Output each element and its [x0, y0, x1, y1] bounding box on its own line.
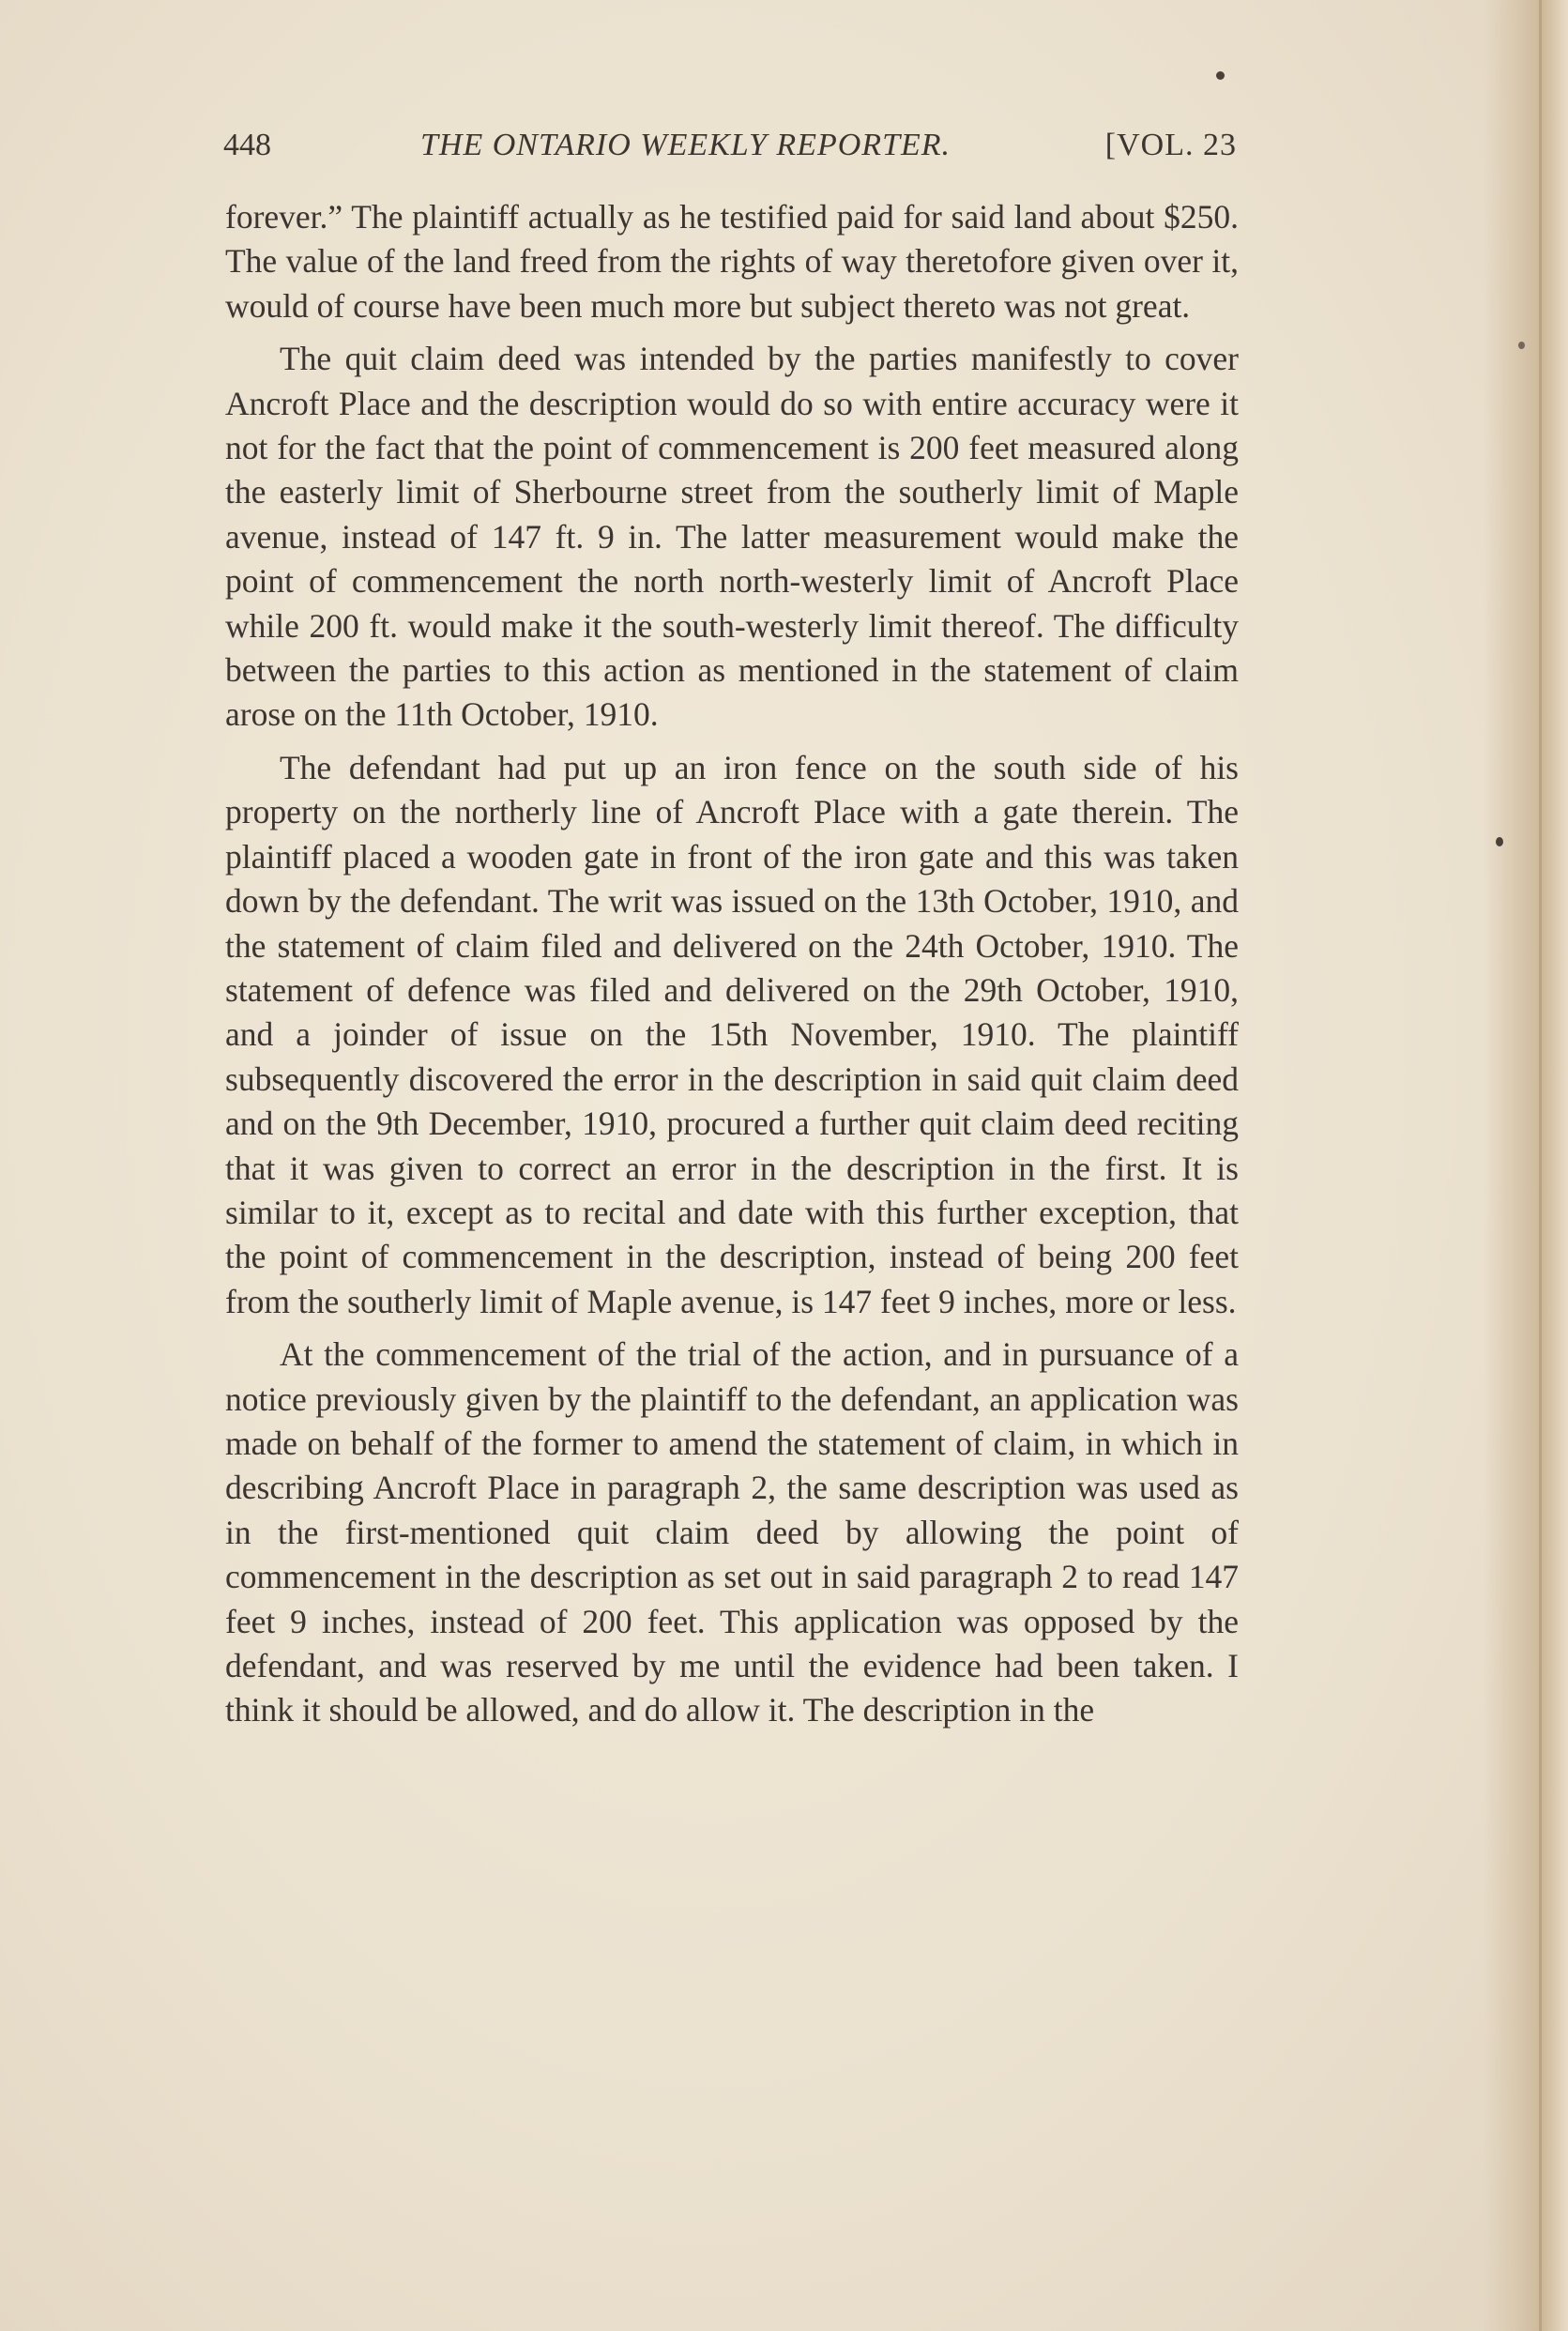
- volume-label: [VOL. 23: [1104, 128, 1237, 162]
- ink-speck: [1216, 71, 1225, 80]
- running-title: THE ONTARIO WEEKLY REPORTER.: [420, 128, 951, 162]
- ink-speck: [1496, 837, 1503, 846]
- paragraph: The quit claim deed was intended by the parties manifestly to cover Ancroft Place and the description would do so with entire accuracy were it not for the fact that the point of commencement is 200 feet measured along the easterly limit of Sherbourne street from the southerly limit of Maple avenue, instead of 147 ft. 9 in. The latter measurement would make the point of commencement the north north-westerly limit of Ancroft Place while 200 ft. would make it the south-westerly limit thereof. The difficulty between the parties to this action as mentioned in the statement of claim arose on the 11th October, 1910.: [225, 340, 1239, 734]
- page-edge-shadow: [1484, 0, 1568, 2331]
- body-text: [225, 195, 1239, 1742]
- running-header: [223, 122, 1237, 169]
- paragraph: forever.” The plaintiff actually as he testified paid for said land about $250. The value of the land freed from the rights of way theretofore given over it, would of course have been much more but subject thereto was not great.: [225, 198, 1239, 325]
- ink-speck: [1518, 342, 1525, 349]
- paragraph: The defendant had put up an iron fence on the south side of his property on the northerly line of Ancroft Place with a gate therein. The plaintiff placed a wooden gate in front of the iron gate and this was taken down by the defendant. The writ was issued on the 13th October, 1910, and the statement of claim filed and delivered on the 24th October, 1910. The statement of defence was filed and delivered on the 29th October, 1910, and a joinder of issue on the 15th November, 1910. The plaintiff subsequently discovered the error in the description in said quit claim deed and on the 9th December, 1910, procured a further quit claim deed reciting that it was given to correct an error in the description in the first. It is similar to it, except as to recital and date with this further exception, that the point of commencement in the description, instead of being 200 feet from the southerly limit of Maple avenue, is 147 feet 9 inches, more or less.: [225, 748, 1239, 1320]
- paragraph: At the commencement of the trial of the action, and in pursuance of a notice previously given by the plaintiff to the defendant, an application was made on behalf of the former to amend the statement of claim, in which in describing Ancroft Place in paragraph 2, the same description was used as in the first-mentioned quit claim deed by allowing the point of commencement in the description as set out in said paragraph 2 to read 147 feet 9 inches, instead of 200 feet. This application was opposed by the defendant, and was reserved by me until the evidence had been taken. I think it should be allowed, and do allow it. The description in the: [225, 1335, 1239, 1729]
- page-number: 448: [223, 128, 271, 162]
- page-edge-line: [1539, 0, 1542, 2331]
